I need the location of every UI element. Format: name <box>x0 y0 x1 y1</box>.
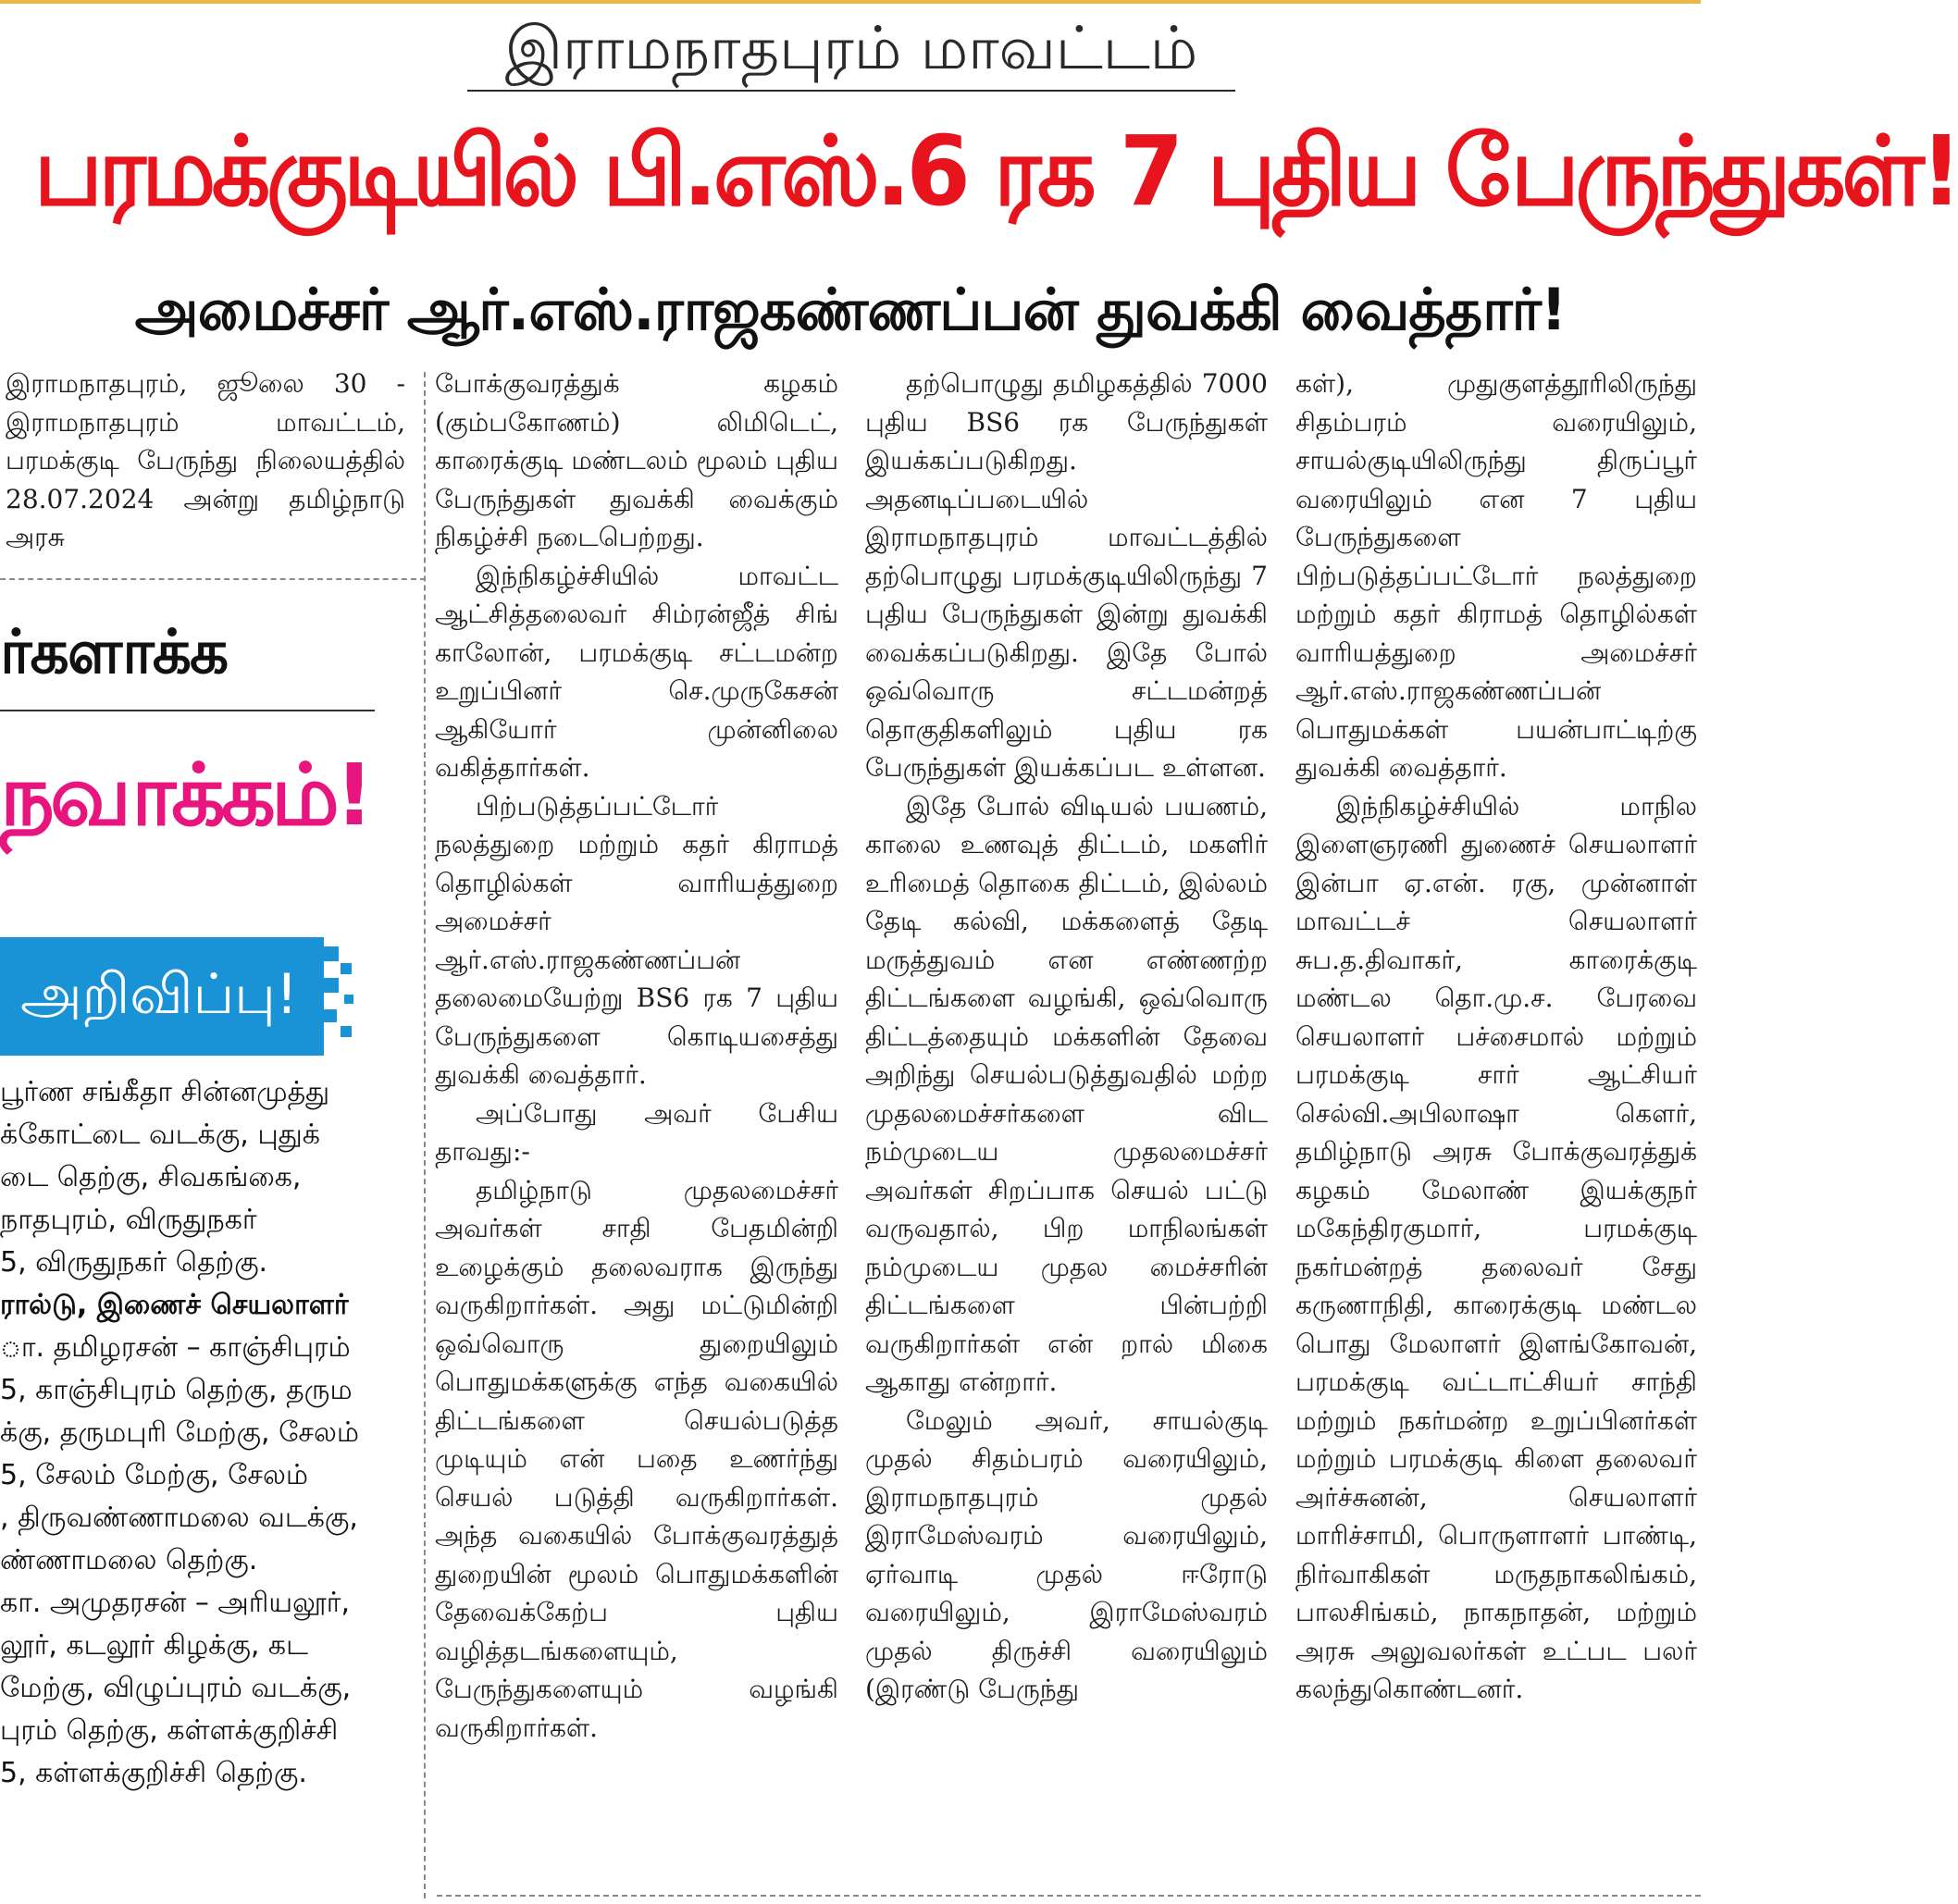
notice-label: அறிவிப்பு! <box>20 962 298 1027</box>
article-paragraph: பிற்படுத்தப்பட்டோர் நலத்துறை மற்றும் கதர் கிராமத் தொழில்கள் வாரியத்துறை அமைச்சர் ஆர்.எஸ்.ராஜகண்ணப்பன் தலைமையேற்று BS6 ரக 7 புதிய பேருந்துகளை கொடியசைத்து துவக்கி வைத்தார். <box>435 790 838 1090</box>
list-line: கா. அமுதரசன் – அரியலூர், <box>0 1587 350 1619</box>
left-panel-list <box>0 1071 407 1795</box>
notice-banner-pixel-decoration <box>324 937 366 1056</box>
left-panel-heading-rule <box>0 710 375 711</box>
notice-banner <box>0 937 324 1056</box>
article-paragraph: இதே போல் விடியல் பயணம், காலை உணவுத் திட்டம், மகளிர் உரிமைத் தொகை திட்டம், இல்லம் தேடி கல்வி, மக்களைத் தேடி மருத்துவம் என எண்ணற்ற திட்டங்களை வழங்கி, ஒவ்வொரு திட்டத்தையும் மக்களின் தேவை அறிந்து செயல்படுத்துவதில் மற்ற முதலமைச்சர்களை விட நம்முடைய முதலமைச்சர் அவர்கள் சிறப்பாக செயல் பட்டு வருவதால், பிற மாநிலங்கள் நம்முடைய முதல மைச்சரின் திட்டங்களை பின்பற்றி வருகிறார்கள் என் றால் மிகை ஆகாது என்றார். <box>865 790 1268 1397</box>
article-paragraph: இந்நிகழ்ச்சியில் மாநில இளைஞரணி துணைச் செயலாளர் இன்பா ஏ.என். ரகு, முன்னாள் மாவட்டச் செயலாளர் சுப.த.திவாகர், காரைக்குடி மண்டல தொ.மு.ச. பேரவை செயலாளர் பச்சைமால் மற்றும் பரமக்குடி சார் ஆட்சியர் செல்வி.அபிலாஷா கௌர், தமிழ்நாடு அரசு போக்குவரத்துக் கழகம் மேலாண் இயக்குநர் மகேந்திரகுமார், பரமக்குடி நகர்மன்றத் தலைவர் சேது கருணாநிதி, காரைக்குடி மண்டல பொது மேலாளர் இளங்கோவன், பரமக்குடி வட்டாட்சியர் சாந்தி மற்றும் நகர்மன்ற உறுப்பினர்கள் மற்றும் பரமக்குடி கிளை தலைவர் அர்ச்சுனன், செயலாளர் மாரிச்சாமி, பொருளாளர் பாண்டி, நிர்வாகிகள் மருதநாகலிங்கம், பாலசிங்கம், நாகநாதன், மற்றும் அரசு அலுவலர்கள் உட்பட பலர் கலந்துகொண்டனர். <box>1295 790 1697 1704</box>
column-divider <box>424 372 426 1898</box>
list-line: க்கு, தருமபுரி மேற்கு, சேலம் <box>0 1416 360 1449</box>
left-panel-divider <box>0 578 426 580</box>
left-panel-heading: ர்களாக்க <box>0 616 228 687</box>
list-line: 5, கள்ளக்குறிச்சி தெற்கு. <box>0 1757 307 1789</box>
article-paragraph: இந்நிகழ்ச்சியில் மாவட்ட ஆட்சித்தலைவர் சிம்ரன்ஜீத் சிங் காலோன், பரமக்குடி சட்டமன்ற உறுப்பினர் செ.முருகேசன் ஆகியோர் முன்னிலை வகித்தார்கள். <box>435 560 838 783</box>
article-column-4 <box>1295 365 1697 1709</box>
bottom-divider <box>437 1895 1701 1897</box>
article-column-2 <box>435 365 838 1747</box>
list-line: 5, சேலம் மேற்கு, சேலம் <box>0 1459 309 1491</box>
list-line: புரம் தெற்கு, கள்ளக்குறிச்சி <box>0 1714 339 1747</box>
list-line: 5, விருதுநகர் தெற்கு. <box>0 1246 268 1279</box>
article-paragraph: கள்), முதுகுளத்தூரிலிருந்து சிதம்பரம் வரையிலும், சாயல்குடியிலிருந்து திருப்பூர் வரையிலும் என 7 புதிய பேருந்துகளை பிற்படுத்தப்பட்டோர் நலத்துறை மற்றும் கதர் கிராமத் தொழில்கள் வாரியத்துறை அமைச்சர் ஆர்.எஸ்.ராஜகண்ணப்பன் பொதுமக்கள் பயன்பாட்டிற்கு துவக்கி வைத்தார். <box>1295 368 1697 783</box>
article-paragraph: இராமநாதபுரம், ஜூலை 30 - இராமநாதபுரம் மாவட்டம், பரமக்குடி பேருந்து நிலையத்தில் 28.07.2024 அன்று தமிழ்நாடு அரசு <box>6 368 405 552</box>
list-line: பூர்ண சங்கீதா சின்னமுத்து <box>0 1076 330 1108</box>
list-line: , திருவண்ணாமலை வடக்கு, <box>0 1502 358 1534</box>
article-paragraph: மேலும் அவர், சாயல்குடி முதல் சிதம்பரம் வரையிலும், இராமநாதபுரம் முதல் இராமேஸ்வரம் வரையிலும், ஏர்வாடி முதல் ஈரோடு வரையிலும், இராமேஸ்வரம் முதல் திருச்சி வரையிலும் (இரண்டு பேருந்து <box>865 1404 1268 1704</box>
article-paragraph: போக்குவரத்துக் கழகம் (கும்பகோணம்) லிமிடெட், காரைக்குடி மண்டலம் மூலம் புதிய பேருந்துகள் துவக்கி வைக்கும் நிகழ்ச்சி நடைபெற்றது. <box>435 368 838 552</box>
list-line: ா. தமிழரசன் – காஞ்சிபுரம் <box>0 1331 351 1364</box>
article-paragraph: தமிழ்நாடு முதலமைச்சர் அவர்கள் சாதி பேதமின்றி உழைக்கும் தலைவராக இருந்து வருகிறார்கள். அது மட்டுமின்றி ஒவ்வொரு துறையிலும் பொதுமக்களுக்கு எந்த வகையில் திட்டங்களை செயல்படுத்த முடியும் என் பதை உணர்ந்து செயல் படுத்தி வருகிறார்கள். அந்த வகையில் போக்குவரத்துத் துறையின் மூலம் பொதுமக்களின் தேவைக்கேற்ப புதிய வழித்தடங்களையும், பேருந்துகளையும் வழங்கி வருகிறார்கள். <box>435 1174 838 1743</box>
list-line: நாதபுரம், விருதுநகர் <box>0 1204 257 1236</box>
list-line: லூர், கடலூர் கிழக்கு, கட <box>0 1629 308 1662</box>
article-paragraph: தற்பொழுது தமிழகத்தில் 7000 புதிய BS6 ரக பேருந்துகள் இயக்கப்படுகிறது. அதனடிப்படையில் இராமநாதபுரம் மாவட்டத்தில் தற்பொழுது பரமக்குடியிலிருந்து 7 புதிய பேருந்துகள் இன்று துவக்கி வைக்கப்படுகிறது. இதே போல் ஒவ்வொரு சட்டமன்றத் தொகுதிகளிலும் புதிய ரக பேருந்துகள் இயக்கப்பட உள்ளன. <box>865 368 1268 783</box>
sub-headline: அமைச்சர் ஆர்.எஸ்.ராஜகண்ணப்பன் துவக்கி வைத்தார்! <box>134 276 1567 343</box>
article-paragraph: அப்போது அவர் பேசிய தாவது:- <box>435 1097 838 1167</box>
article-column-1 <box>6 365 405 557</box>
list-line: டை தெற்கு, சிவகங்கை, <box>0 1161 302 1193</box>
main-headline: பரமக்குடியில் பி.எஸ்.6 ரக 7 புதிய பேருந்துகள்! <box>33 115 1958 228</box>
list-section-heading: ரால்டு, இணைச் செயலாளர் <box>0 1289 349 1321</box>
left-panel-pink-heading: நவாக்கம்! <box>0 746 369 845</box>
section-title-underline <box>467 90 1235 92</box>
list-line: மேற்கு, விழுப்புரம் வடக்கு, <box>0 1672 352 1704</box>
article-column-3 <box>865 365 1268 1709</box>
top-color-bar <box>0 0 1701 4</box>
list-line: க்கோட்டை வடக்கு, புதுக் <box>0 1119 320 1151</box>
section-title: இராமநாதபுரம் மாவட்டம் <box>504 15 1198 83</box>
list-line: ண்ணாமலை தெற்கு. <box>0 1544 258 1576</box>
list-line: 5, காஞ்சிபுரம் தெற்கு, தரும <box>0 1374 353 1406</box>
